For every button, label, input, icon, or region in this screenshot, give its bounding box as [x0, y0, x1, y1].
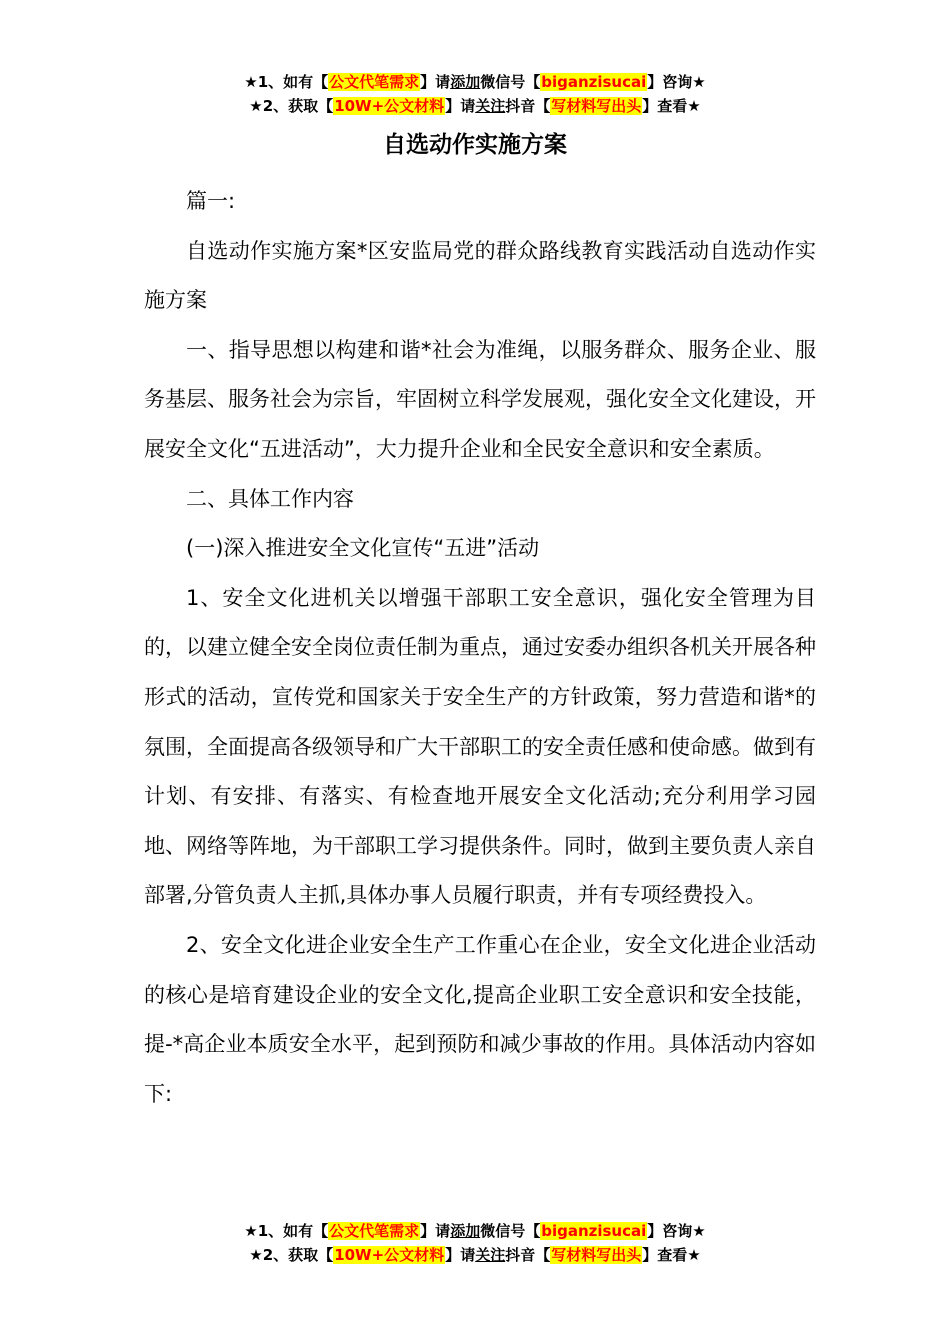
highlight-douyin-id: 写材料写出头 — [551, 97, 642, 115]
highlight-douyin-id: 写材料写出头 — [551, 1246, 642, 1264]
document-body — [144, 177, 816, 1119]
banner-text: 】咨询★ — [647, 73, 706, 91]
banner-text: 抖音【 — [505, 97, 551, 115]
paragraph: 篇一: — [186, 189, 236, 213]
paragraph: 2、安全文化进企业安全生产工作重心在企业，安全文化进企业活动的核心是培育建设企业的安全文化,提高企业职工安全意识和安全技能，提-*高企业本质安全水平，起到预防和减少事故的作用。具体活动内容如下: — [144, 932, 816, 1106]
banner-text: 】请 — [420, 73, 451, 91]
highlight-wechat-id: biganzisucai — [541, 1222, 647, 1240]
banner-text: 抖音【 — [505, 1246, 551, 1264]
banner-text: 】查看★ — [642, 97, 701, 115]
highlight-wechat-id: biganzisucai — [541, 73, 647, 91]
banner-text: ★1、如有【 — [244, 1222, 329, 1240]
paragraph: 1、安全文化进机关以增强干部职工安全意识，强化安全管理为目的，以建立健全安全岗位责任制为重点，通过安委办组织各机关开展各种形式的活动，宣传党和国家关于安全生产的方针政策，努力营造和谐*的氛围，全面提高各级领导和广大干部职工的安全责任感和使命感。做到有计划、有安排、有落实、有检查地开展安全文化活动;充分利用学习园地、网络等阵地，为干部职工学习提供条件。同时，做到主要负责人亲自部署,分管负责人主抓,具体办事人员履行职责，并有专项经费投入。 — [144, 585, 816, 908]
banner-line-1 — [0, 1219, 950, 1243]
header-banner — [0, 70, 950, 118]
footer-banner — [0, 1219, 950, 1267]
banner-text: 】请 — [445, 97, 476, 115]
paragraph: (一)深入推进安全文化宣传“五进”活动 — [186, 536, 540, 561]
banner-line-2 — [0, 94, 950, 118]
banner-text: 】咨询★ — [647, 1222, 706, 1240]
banner-text: 】请 — [420, 1222, 451, 1240]
banner-line-2 — [0, 1243, 950, 1267]
banner-text: 】查看★ — [642, 1246, 701, 1264]
banner-text: ★2、获取【 — [249, 1246, 334, 1264]
highlight-service: 公文代笔需求 — [329, 1222, 420, 1240]
paragraph: 一、指导思想以构建和谐*社会为准绳，以服务群众、服务企业、服务基层、服务社会为宗旨，牢固树立科学发展观，强化安全文化建设，开展安全文化“五进活动”，大力提升企业和全民安全意识和安全素质。 — [144, 337, 816, 461]
highlight-materials: 10W+公文材料 — [334, 97, 445, 115]
paragraph: 二、具体工作内容 — [186, 486, 354, 511]
banner-text: ★1、如有【 — [244, 73, 329, 91]
document-title: 自选动作实施方案 — [383, 132, 567, 158]
underlined-text: 添加 — [450, 1222, 481, 1240]
underlined-text: 添加 — [450, 73, 481, 91]
highlight-materials: 10W+公文材料 — [334, 1246, 445, 1264]
banner-text: 微信号【 — [480, 1222, 541, 1240]
paragraph: 自选动作实施方案*区安监局党的群众路线教育实践活动自选动作实施方案 — [144, 238, 816, 313]
underlined-text: 关注 — [475, 97, 506, 115]
banner-line-1 — [0, 70, 950, 94]
banner-text: ★2、获取【 — [249, 97, 334, 115]
highlight-service: 公文代笔需求 — [329, 73, 420, 91]
banner-text: 】请 — [445, 1246, 476, 1264]
banner-text: 微信号【 — [480, 73, 541, 91]
underlined-text: 关注 — [475, 1246, 506, 1264]
